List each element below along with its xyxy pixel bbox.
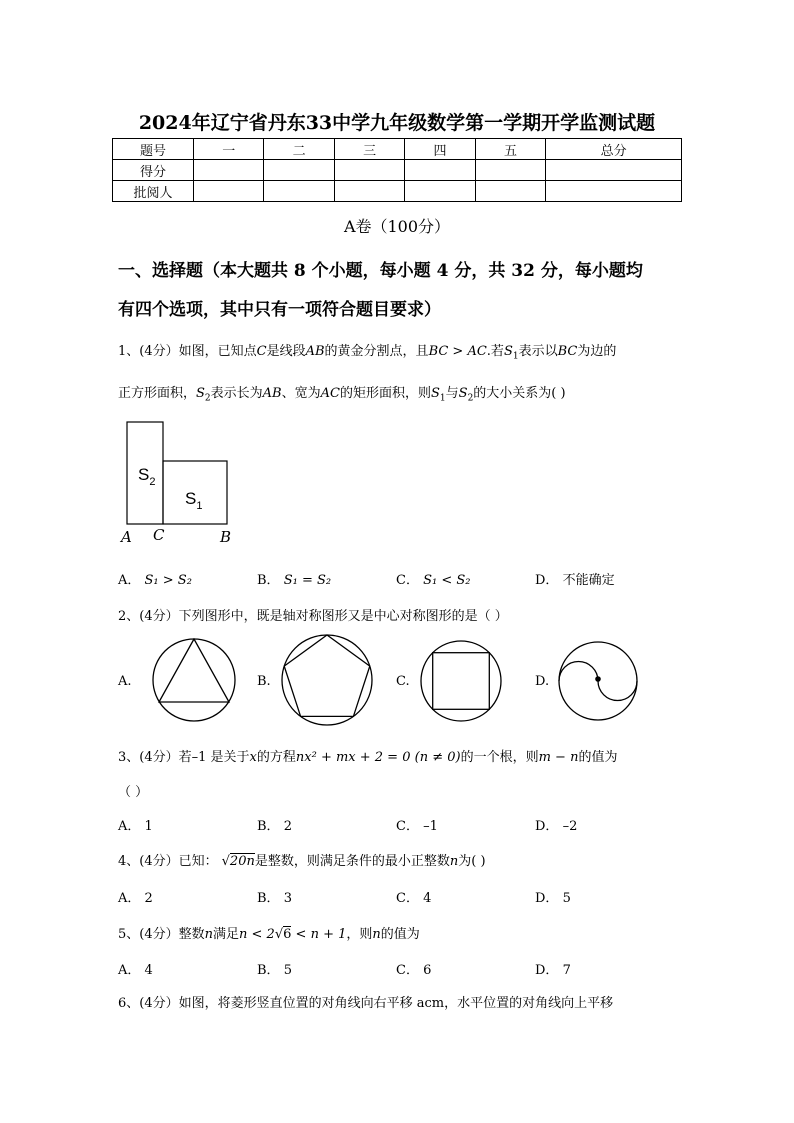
table-cell: 二: [264, 139, 334, 160]
label-s2: $S_2$: [138, 465, 156, 488]
table-cell: 四: [405, 139, 475, 160]
label-point-a: A: [121, 528, 132, 546]
table-cell[interactable]: [264, 160, 334, 181]
section-a-heading: A卷（100分）: [343, 217, 451, 236]
table-cell[interactable]: [194, 181, 264, 202]
q4-option-b[interactable]: B． 3: [257, 891, 292, 906]
table-cell: 得分: [113, 160, 194, 181]
q4-option-d[interactable]: D． 5: [535, 891, 571, 906]
table-cell: 三: [334, 139, 404, 160]
table-cell: 一: [194, 139, 264, 160]
section1-heading-line1: 一、选择题（本大题共 8 个小题，每小题 4 分，共 32 分，每小题均: [118, 261, 643, 281]
table-cell: 批阅人: [113, 181, 194, 202]
label-s1: $S_1$: [185, 489, 203, 512]
circle-shape: [153, 639, 235, 721]
table-cell[interactable]: [546, 181, 682, 202]
table-cell[interactable]: [264, 181, 334, 202]
table-cell: 题号: [113, 139, 194, 160]
question-3-paren: （ ）: [118, 785, 149, 800]
q1-option-a[interactable]: A． S₁ > S₂: [118, 573, 192, 588]
question-1-line1: 1、(4分）如图，已知点C是线段AB的黄金分割点，且BC > AC.若$S_1$表示以BC为边的: [118, 344, 617, 362]
label-point-b: B: [220, 528, 232, 546]
q3-option-d[interactable]: D． –2: [535, 819, 578, 834]
q3-option-b[interactable]: B． 2: [257, 819, 292, 834]
question-6-text: 6、(4分）如图，将菱形竖直位置的对角线向右平移 acm，水平位置的对角线向上平移: [118, 996, 614, 1011]
score-table-row: [113, 181, 682, 202]
score-table: [112, 138, 682, 202]
table-cell: 五: [475, 139, 545, 160]
table-cell[interactable]: [546, 160, 682, 181]
q4-option-a[interactable]: A． 2: [118, 891, 153, 906]
q1-option-c[interactable]: C． S₁ < S₂: [396, 573, 471, 588]
table-cell[interactable]: [194, 160, 264, 181]
question-2-text: 2、(4分）下列图形中，既是轴对称图形又是中心对称图形的是（ ）: [118, 609, 508, 624]
score-table-header-row: [113, 139, 682, 160]
table-cell[interactable]: [334, 160, 404, 181]
question-1-figure: [118, 418, 242, 546]
q4-option-c[interactable]: C． 4: [396, 891, 432, 906]
table-cell: 总分: [546, 139, 682, 160]
q2-option-d-figure[interactable]: [558, 639, 642, 723]
circle-shape: [282, 635, 372, 725]
triangle-shape: [159, 639, 229, 702]
label-point-c: C: [153, 526, 165, 544]
q2-option-c-figure[interactable]: [419, 639, 503, 723]
q2-option-d-label[interactable]: D.: [535, 674, 550, 689]
q5-option-d[interactable]: D． 7: [535, 963, 571, 978]
q2-option-b-label[interactable]: B.: [257, 674, 271, 689]
q2-option-b-figure[interactable]: [280, 633, 374, 727]
square-shape: [433, 653, 490, 710]
q5-option-a[interactable]: A． 4: [118, 963, 153, 978]
center-dot: [595, 676, 601, 682]
q5-option-b[interactable]: B． 5: [257, 963, 292, 978]
q2-option-c-label[interactable]: C.: [396, 674, 410, 689]
q3-option-c[interactable]: C． –1: [396, 819, 438, 834]
score-table-row: [113, 160, 682, 181]
q3-option-a[interactable]: A． 1: [118, 819, 153, 834]
table-cell[interactable]: [475, 160, 545, 181]
table-cell[interactable]: [334, 181, 404, 202]
question-5-text: 5、(4分）整数n满足n < 2√6 < n + 1，则n的值为: [118, 927, 420, 942]
question-1-line2: 正方形面积，$S_2$表示长为AB、宽为AC的矩形面积，则$S_1$与$S_2$的大小关系为( ): [118, 386, 566, 404]
q2-option-a-label[interactable]: A.: [118, 674, 132, 689]
exam-title: 2024年辽宁省丹东33中学九年级数学第一学期开学监测试题: [138, 112, 656, 134]
table-cell[interactable]: [405, 181, 475, 202]
q5-option-c[interactable]: C． 6: [396, 963, 432, 978]
question-4-text: 4、(4分）已知： √20n是整数，则满足条件的最小正整数n为( ): [118, 854, 486, 869]
q1-option-d[interactable]: D． 不能确定: [535, 573, 615, 588]
table-cell[interactable]: [405, 160, 475, 181]
question-3-line1: 3、(4分）若–1 是关于x的方程nx² + mx + 2 = 0 (n ≠ 0)的一个根，则m − n的值为: [118, 750, 618, 765]
q1-option-b[interactable]: B． S₁ = S₂: [257, 573, 332, 588]
q2-option-a-figure[interactable]: [150, 638, 240, 722]
table-cell[interactable]: [475, 181, 545, 202]
section1-heading-line2: 有四个选项，其中只有一项符合题目要求）: [118, 300, 441, 320]
